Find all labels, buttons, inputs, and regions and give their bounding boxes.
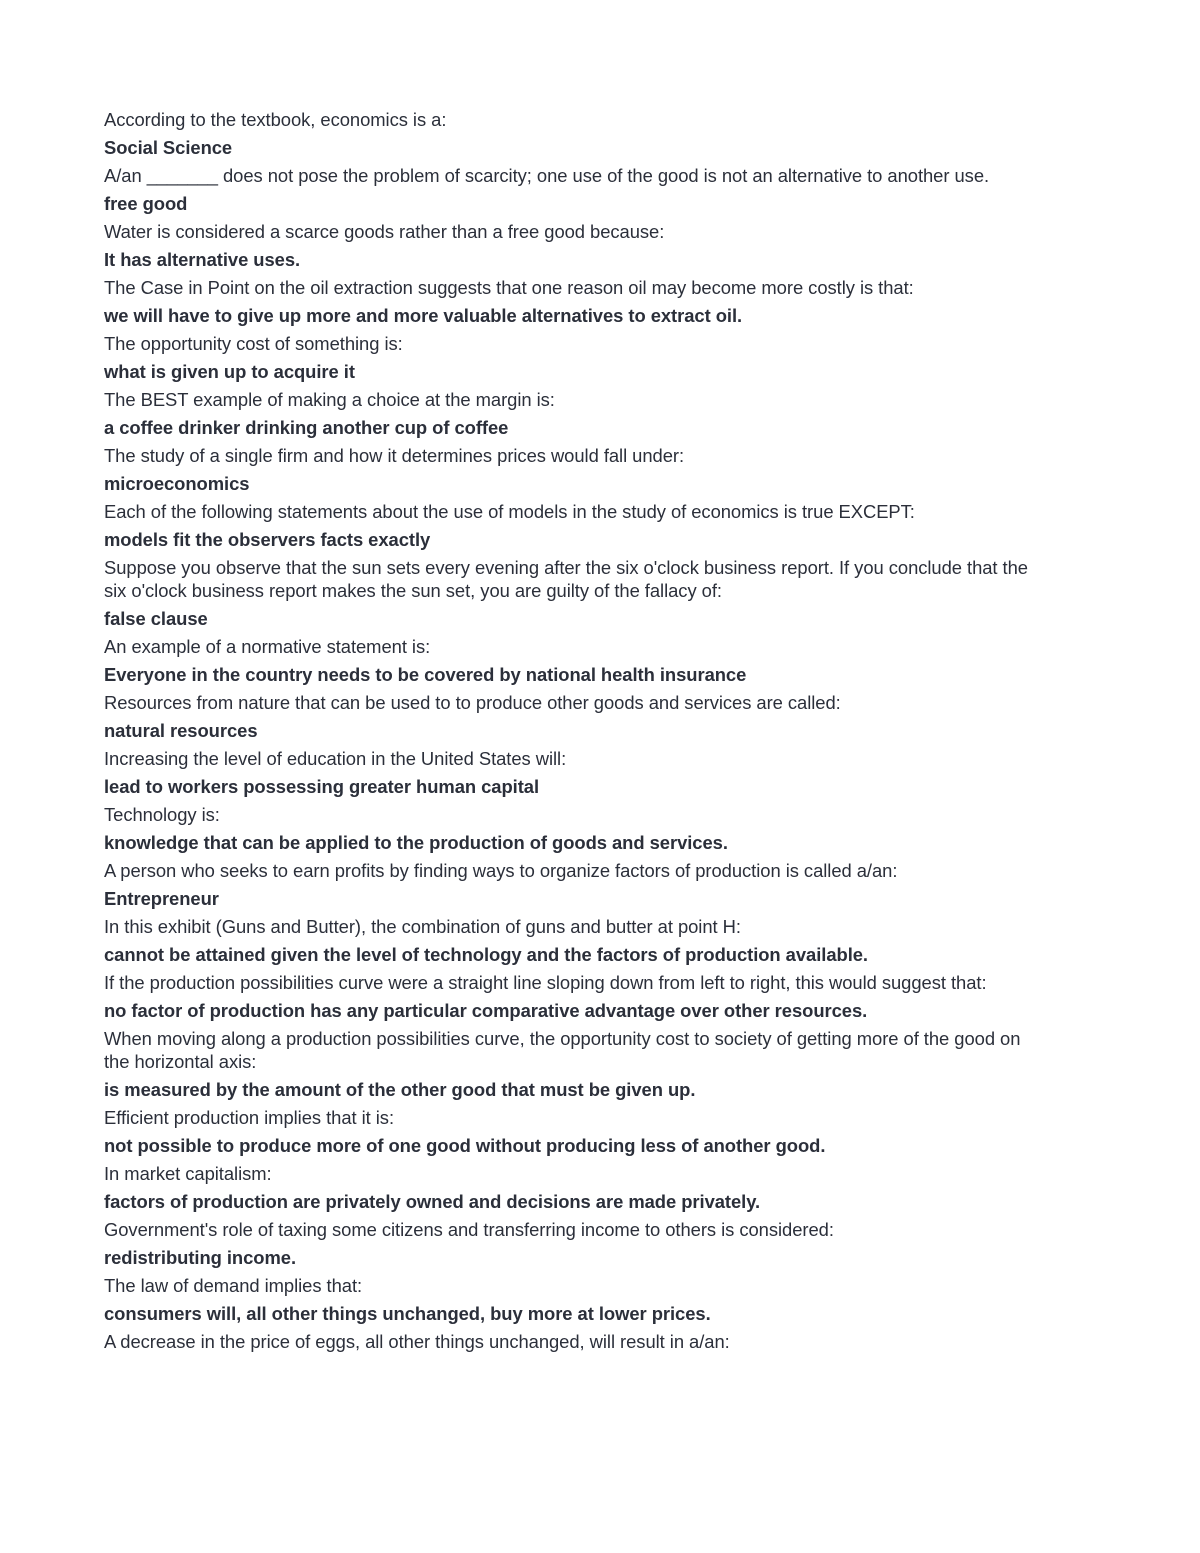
question-text: Each of the following statements about the use of models in the study of economics is true EXCEPT:: [104, 501, 915, 522]
answer-text: Entrepreneur: [104, 888, 219, 909]
qa-item: [104, 500, 1034, 551]
qa-item: [104, 556, 1034, 630]
answer-text: knowledge that can be applied to the production of goods and services.: [104, 832, 728, 853]
qa-item: [104, 859, 1034, 910]
answer-text: no factor of production has any particular comparative advantage over other resources.: [104, 1000, 868, 1021]
question-text: Suppose you observe that the sun sets every evening after the six o'clock business report. If you conclude that the six o'clock business report makes the sun set, you are guilty of the fallacy of:: [104, 557, 1028, 601]
qa-item: [104, 1027, 1034, 1101]
qa-item: [104, 332, 1034, 383]
qa-item: [104, 1218, 1034, 1269]
qa-item: [104, 1274, 1034, 1325]
question-text: Efficient production implies that it is:: [104, 1107, 395, 1128]
answer-text: a coffee drinker drinking another cup of coffee: [104, 417, 509, 438]
answer-text: cannot be attained given the level of technology and the factors of production available.: [104, 944, 868, 965]
question-text: A/an _______ does not pose the problem of scarcity; one use of the good is not an alternative to another use.: [104, 165, 990, 186]
question-text: When moving along a production possibilities curve, the opportunity cost to society of getting more of the good on the horizontal axis:: [104, 1028, 1021, 1072]
answer-text: Everyone in the country needs to be covered by national health insurance: [104, 664, 747, 685]
question-text: A decrease in the price of eggs, all other things unchanged, will result in a/an:: [104, 1331, 730, 1352]
answer-text: we will have to give up more and more valuable alternatives to extract oil.: [104, 305, 743, 326]
question-text: Resources from nature that can be used to to produce other goods and services are called:: [104, 692, 841, 713]
qa-item: [104, 388, 1034, 439]
answer-text: Social Science: [104, 137, 233, 158]
question-text: Increasing the level of education in the United States will:: [104, 748, 567, 769]
answer-text: microeconomics: [104, 473, 250, 494]
qa-item: [104, 635, 1034, 686]
answer-text: natural resources: [104, 720, 258, 741]
answer-text: consumers will, all other things unchanged, buy more at lower prices.: [104, 1303, 711, 1324]
qa-item: [104, 1162, 1034, 1213]
qa-item: [104, 1106, 1034, 1157]
qa-item: [104, 444, 1034, 495]
question-text: In this exhibit (Guns and Butter), the combination of guns and butter at point H:: [104, 916, 741, 937]
answer-text: It has alternative uses.: [104, 249, 301, 270]
question-text: Government's role of taxing some citizens and transferring income to others is considered:: [104, 1219, 834, 1240]
question-text: The Case in Point on the oil extraction suggests that one reason oil may become more costly is that:: [104, 277, 914, 298]
question-text: An example of a normative statement is:: [104, 636, 431, 657]
question-text: The BEST example of making a choice at the margin is:: [104, 389, 555, 410]
question-text: A person who seeks to earn profits by finding ways to organize factors of production is called a/an:: [104, 860, 898, 881]
answer-text: models fit the observers facts exactly: [104, 529, 431, 550]
question-answer-list: [104, 108, 1034, 1353]
qa-item: [104, 164, 1034, 215]
qa-item: [104, 747, 1034, 798]
qa-item: [104, 915, 1034, 966]
qa-item: [104, 276, 1034, 327]
answer-text: not possible to produce more of one good without producing less of another good.: [104, 1135, 826, 1156]
qa-item: [104, 971, 1034, 1022]
question-text: If the production possibilities curve were a straight line sloping down from left to right, this would suggest that:: [104, 972, 987, 993]
question-text: The study of a single firm and how it determines prices would fall under:: [104, 445, 685, 466]
answer-text: factors of production are privately owned and decisions are made privately.: [104, 1191, 761, 1212]
qa-item: [104, 108, 1034, 159]
document-page: [104, 108, 1034, 1358]
answer-text: lead to workers possessing greater human capital: [104, 776, 540, 797]
qa-item: [104, 220, 1034, 271]
qa-item: [104, 1330, 1034, 1353]
qa-item: [104, 803, 1034, 854]
answer-text: is measured by the amount of the other good that must be given up.: [104, 1079, 696, 1100]
question-text: Technology is:: [104, 804, 220, 825]
question-text: In market capitalism:: [104, 1163, 272, 1184]
question-text: The law of demand implies that:: [104, 1275, 363, 1296]
question-text: The opportunity cost of something is:: [104, 333, 403, 354]
question-text: Water is considered a scarce goods rather than a free good because:: [104, 221, 665, 242]
question-text: According to the textbook, economics is a:: [104, 109, 447, 130]
answer-text: false clause: [104, 608, 208, 629]
qa-item: [104, 691, 1034, 742]
answer-text: redistributing income.: [104, 1247, 297, 1268]
answer-text: free good: [104, 193, 188, 214]
answer-text: what is given up to acquire it: [104, 361, 355, 382]
